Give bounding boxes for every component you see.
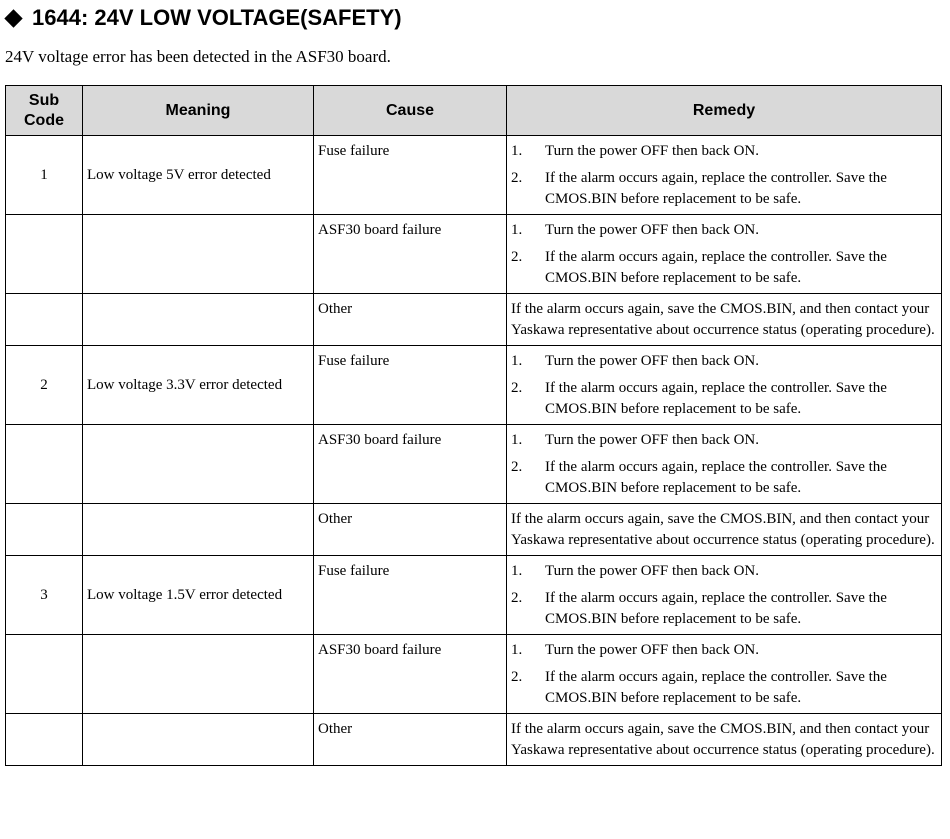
sub-code-cell (6, 714, 83, 766)
remedy-text: If the alarm occurs again, save the CMOS.BIN, and then contact your Yaskawa representative about occurrence status (operating procedure). (511, 301, 935, 338)
remedy-step (511, 141, 935, 162)
step-number: 2. (511, 249, 523, 265)
cause-cell: Fuse failure (314, 136, 507, 215)
meaning-cell (83, 294, 314, 346)
cause-cell: Other (314, 294, 507, 346)
step-text: Turn the power OFF then back ON. (545, 143, 760, 159)
table-row (6, 425, 942, 504)
remedy-step (511, 457, 935, 499)
step-number: 1. (511, 642, 523, 658)
step-number: 1. (511, 563, 523, 579)
sub-code-cell (6, 294, 83, 346)
step-number: 1. (511, 143, 523, 159)
heading-title: 1644: 24V LOW VOLTAGE(SAFETY) (32, 5, 402, 30)
step-text: If the alarm occurs again, replace the controller. Save the CMOS.BIN before replacement to be safe. (545, 380, 887, 417)
sub-code-cell (6, 215, 83, 294)
sub-code-cell: 3 (6, 556, 83, 635)
step-text: If the alarm occurs again, replace the controller. Save the CMOS.BIN before replacement to be safe. (545, 669, 887, 706)
header-meaning: Meaning (83, 86, 314, 136)
remedy-text: If the alarm occurs again, save the CMOS.BIN, and then contact your Yaskawa representative about occurrence status (operating procedure). (511, 721, 935, 758)
remedy-cell (507, 714, 942, 766)
intro-text: 24V voltage error has been detected in the ASF30 board. (5, 47, 391, 66)
step-number: 1. (511, 353, 523, 369)
step-text: Turn the power OFF then back ON. (545, 642, 760, 658)
cause-cell: ASF30 board failure (314, 635, 507, 714)
remedy-cell (507, 556, 942, 635)
remedy-step (511, 561, 935, 582)
cause-cell: Fuse failure (314, 556, 507, 635)
header-cause: Cause (314, 86, 507, 136)
remedy-cell (507, 215, 942, 294)
step-text: Turn the power OFF then back ON. (545, 222, 760, 238)
table-row (6, 346, 942, 425)
step-number: 1. (511, 432, 523, 448)
meaning-cell (83, 215, 314, 294)
remedy-step (511, 378, 935, 420)
table-row (6, 714, 942, 766)
section-heading (4, 4, 402, 32)
table-row (6, 294, 942, 346)
remedy-step (511, 588, 935, 630)
step-number: 2. (511, 669, 523, 685)
cause-cell: Other (314, 714, 507, 766)
table-row (6, 556, 942, 635)
step-number: 2. (511, 170, 523, 186)
meaning-cell (83, 714, 314, 766)
meaning-cell (83, 504, 314, 556)
step-text: Turn the power OFF then back ON. (545, 432, 760, 448)
step-number: 1. (511, 222, 523, 238)
diamond-bullet-icon (4, 9, 22, 27)
remedy-step (511, 430, 935, 451)
cause-cell: Other (314, 504, 507, 556)
meaning-cell (83, 635, 314, 714)
step-text: Turn the power OFF then back ON. (545, 563, 760, 579)
sub-code-cell (6, 504, 83, 556)
cause-cell: Fuse failure (314, 346, 507, 425)
step-text: Turn the power OFF then back ON. (545, 353, 760, 369)
alarm-table (5, 85, 942, 766)
remedy-text: If the alarm occurs again, save the CMOS.BIN, and then contact your Yaskawa representative about occurrence status (operating procedure). (511, 511, 935, 548)
step-text: If the alarm occurs again, replace the controller. Save the CMOS.BIN before replacement to be safe. (545, 249, 887, 286)
meaning-cell: Low voltage 1.5V error detected (83, 556, 314, 635)
table-header-row (6, 86, 942, 136)
step-number: 2. (511, 380, 523, 396)
remedy-step (511, 640, 935, 661)
remedy-step (511, 667, 935, 709)
step-text: If the alarm occurs again, replace the controller. Save the CMOS.BIN before replacement to be safe. (545, 590, 887, 627)
remedy-cell (507, 425, 942, 504)
sub-code-cell (6, 425, 83, 504)
meaning-cell: Low voltage 5V error detected (83, 136, 314, 215)
header-remedy: Remedy (507, 86, 942, 136)
table-row (6, 215, 942, 294)
cause-cell: ASF30 board failure (314, 215, 507, 294)
remedy-step (511, 247, 935, 289)
sub-code-cell (6, 635, 83, 714)
remedy-cell (507, 294, 942, 346)
alarm-table-body (6, 136, 942, 766)
remedy-step (511, 168, 935, 210)
sub-code-cell: 2 (6, 346, 83, 425)
header-sub-code: Sub Code (6, 86, 83, 136)
step-text: If the alarm occurs again, replace the controller. Save the CMOS.BIN before replacement to be safe. (545, 170, 887, 207)
remedy-cell (507, 136, 942, 215)
remedy-cell (507, 635, 942, 714)
remedy-cell (507, 346, 942, 425)
table-row (6, 136, 942, 215)
step-text: If the alarm occurs again, replace the controller. Save the CMOS.BIN before replacement to be safe. (545, 459, 887, 496)
table-row (6, 635, 942, 714)
remedy-step (511, 220, 935, 241)
remedy-step (511, 351, 935, 372)
step-number: 2. (511, 590, 523, 606)
table-row (6, 504, 942, 556)
remedy-cell (507, 504, 942, 556)
meaning-cell: Low voltage 3.3V error detected (83, 346, 314, 425)
step-number: 2. (511, 459, 523, 475)
cause-cell: ASF30 board failure (314, 425, 507, 504)
meaning-cell (83, 425, 314, 504)
sub-code-cell: 1 (6, 136, 83, 215)
